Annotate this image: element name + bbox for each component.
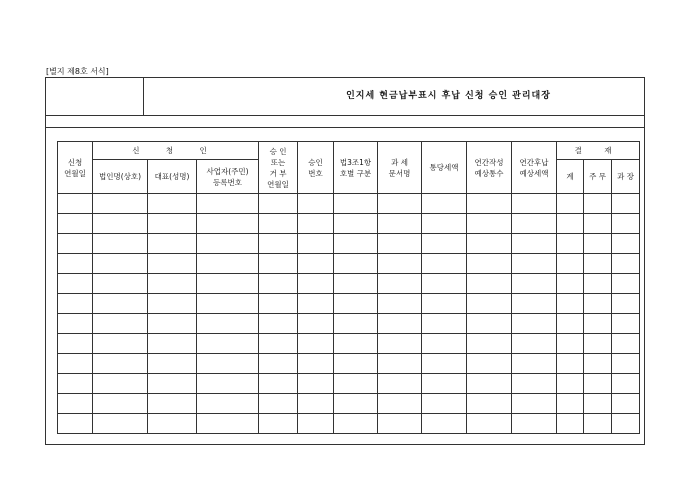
- table-cell[interactable]: [612, 234, 640, 254]
- table-row: [58, 234, 640, 254]
- table-cell[interactable]: [378, 394, 422, 414]
- table-cell[interactable]: [378, 414, 422, 434]
- header-approver-3: 과 장: [612, 160, 640, 194]
- table-cell[interactable]: [467, 234, 512, 254]
- header-application-date: 신청 연월일: [58, 142, 93, 194]
- table-cell[interactable]: [259, 414, 298, 434]
- table-cell[interactable]: [334, 374, 378, 394]
- table-cell[interactable]: [93, 234, 148, 254]
- table-cell[interactable]: [334, 394, 378, 414]
- header-representative: 대표(성명): [148, 160, 197, 194]
- table-cell[interactable]: [334, 414, 378, 434]
- header-registration-number: 사업자(주민) 등록번호: [197, 160, 259, 194]
- header-annual-tax: 연간후납 예상세액: [512, 142, 557, 194]
- table-cell[interactable]: [148, 234, 197, 254]
- table-cell[interactable]: [58, 414, 93, 434]
- table-cell[interactable]: [612, 194, 640, 214]
- table-cell[interactable]: [422, 334, 467, 354]
- table-cell[interactable]: [58, 334, 93, 354]
- table-cell[interactable]: [512, 354, 557, 374]
- table-cell[interactable]: [422, 394, 467, 414]
- table-row: [58, 254, 640, 274]
- header-approver-1: 계: [557, 160, 584, 194]
- table-cell[interactable]: [334, 314, 378, 334]
- table-cell[interactable]: [148, 314, 197, 334]
- table-cell[interactable]: [557, 214, 584, 234]
- header-document-name: 과 세 문서명: [378, 142, 422, 194]
- table-cell[interactable]: [584, 194, 612, 214]
- header-approval: 결 재: [557, 142, 640, 160]
- table-cell[interactable]: [467, 394, 512, 414]
- table-cell[interactable]: [557, 274, 584, 294]
- table-row: [58, 314, 640, 334]
- table-cell[interactable]: [93, 394, 148, 414]
- table-cell[interactable]: [584, 334, 612, 354]
- table-cell[interactable]: [148, 274, 197, 294]
- table-cell[interactable]: [422, 214, 467, 234]
- table-cell[interactable]: [197, 334, 259, 354]
- table-cell[interactable]: [512, 374, 557, 394]
- table-cell[interactable]: [58, 194, 93, 214]
- ledger-table: [57, 141, 640, 434]
- table-cell[interactable]: [378, 214, 422, 234]
- table-cell[interactable]: [422, 274, 467, 294]
- header-article-class: 법3조1항 호별 구분: [334, 142, 378, 194]
- table-cell[interactable]: [334, 234, 378, 254]
- table-cell[interactable]: [334, 294, 378, 314]
- table-cell[interactable]: [467, 214, 512, 234]
- table-cell[interactable]: [298, 294, 334, 314]
- table-cell[interactable]: [584, 354, 612, 374]
- table-cell[interactable]: [467, 314, 512, 334]
- table-cell[interactable]: [93, 194, 148, 214]
- table-cell[interactable]: [422, 314, 467, 334]
- form-title: 인지세 현금납부표시 후납 신청 승인 관리대장: [346, 91, 551, 101]
- table-cell[interactable]: [259, 254, 298, 274]
- table-row: [58, 214, 640, 234]
- table-cell[interactable]: [197, 234, 259, 254]
- table-cell[interactable]: [467, 294, 512, 314]
- table-cell[interactable]: [148, 394, 197, 414]
- table-cell[interactable]: [148, 334, 197, 354]
- table-cell[interactable]: [378, 294, 422, 314]
- table-cell[interactable]: [298, 194, 334, 214]
- title-left-cell: [46, 78, 144, 115]
- table-cell[interactable]: [334, 194, 378, 214]
- table-cell[interactable]: [197, 354, 259, 374]
- table-cell[interactable]: [58, 234, 93, 254]
- table-cell[interactable]: [557, 394, 584, 414]
- table-cell[interactable]: [298, 314, 334, 334]
- table-cell[interactable]: [298, 414, 334, 434]
- table-cell[interactable]: [557, 254, 584, 274]
- table-row: [58, 274, 640, 294]
- title-row: [46, 78, 644, 116]
- table-cell[interactable]: [298, 394, 334, 414]
- header-approval-number: 승인 번호: [298, 142, 334, 194]
- table-cell[interactable]: [378, 194, 422, 214]
- table-cell[interactable]: [612, 274, 640, 294]
- table-cell[interactable]: [148, 294, 197, 314]
- table-cell[interactable]: [58, 374, 93, 394]
- table-cell[interactable]: [557, 354, 584, 374]
- table-cell[interactable]: [467, 334, 512, 354]
- table-cell[interactable]: [584, 414, 612, 434]
- table-cell[interactable]: [612, 314, 640, 334]
- table-cell[interactable]: [58, 354, 93, 374]
- table-cell[interactable]: [259, 394, 298, 414]
- table-cell[interactable]: [148, 414, 197, 434]
- table-cell[interactable]: [148, 354, 197, 374]
- table-cell[interactable]: [148, 214, 197, 234]
- header-approval-date: 승 인 또는 거 부 연월일: [259, 142, 298, 194]
- table-cell[interactable]: [93, 314, 148, 334]
- table-cell[interactable]: [612, 414, 640, 434]
- table-cell[interactable]: [422, 254, 467, 274]
- table-row: [58, 334, 640, 354]
- table-cell[interactable]: [259, 354, 298, 374]
- table-cell[interactable]: [93, 214, 148, 234]
- table-cell[interactable]: [557, 334, 584, 354]
- table-cell[interactable]: [93, 414, 148, 434]
- table-cell[interactable]: [557, 414, 584, 434]
- table-cell[interactable]: [378, 234, 422, 254]
- ledger-form: [45, 77, 645, 445]
- table-cell[interactable]: [58, 214, 93, 234]
- table-cell[interactable]: [512, 254, 557, 274]
- table-cell[interactable]: [298, 234, 334, 254]
- table-cell[interactable]: [584, 314, 612, 334]
- table-cell[interactable]: [422, 234, 467, 254]
- table-cell[interactable]: [584, 234, 612, 254]
- spacer-row: [46, 115, 644, 128]
- header-approver-2: 주 무: [584, 160, 612, 194]
- table-cell[interactable]: [612, 254, 640, 274]
- table-cell[interactable]: [378, 354, 422, 374]
- table-cell[interactable]: [197, 374, 259, 394]
- table-cell[interactable]: [298, 254, 334, 274]
- table-cell[interactable]: [298, 354, 334, 374]
- table-cell[interactable]: [467, 414, 512, 434]
- table-cell[interactable]: [467, 194, 512, 214]
- table-cell[interactable]: [584, 394, 612, 414]
- table-cell[interactable]: [334, 334, 378, 354]
- table-cell[interactable]: [378, 334, 422, 354]
- header-annual-count: 연간작성 예상통수: [467, 142, 512, 194]
- table-cell[interactable]: [259, 314, 298, 334]
- table-row: [58, 414, 640, 434]
- table-cell[interactable]: [512, 214, 557, 234]
- table-cell[interactable]: [467, 354, 512, 374]
- table-cell[interactable]: [58, 294, 93, 314]
- table-cell[interactable]: [197, 214, 259, 234]
- table-cell[interactable]: [512, 394, 557, 414]
- table-cell[interactable]: [197, 294, 259, 314]
- table-cell[interactable]: [259, 194, 298, 214]
- table-cell[interactable]: [298, 334, 334, 354]
- table-cell[interactable]: [378, 254, 422, 274]
- table-cell[interactable]: [512, 314, 557, 334]
- table-cell[interactable]: [557, 374, 584, 394]
- table-cell[interactable]: [422, 294, 467, 314]
- table-cell[interactable]: [378, 274, 422, 294]
- table-cell[interactable]: [334, 254, 378, 274]
- table-row: [58, 354, 640, 374]
- table-cell[interactable]: [557, 294, 584, 314]
- table-cell[interactable]: [93, 374, 148, 394]
- table-cell[interactable]: [584, 374, 612, 394]
- table-cell[interactable]: [584, 274, 612, 294]
- table-cell[interactable]: [378, 314, 422, 334]
- form-number-label: [별지 제8호 서식]: [46, 67, 109, 76]
- table-cell[interactable]: [422, 374, 467, 394]
- table-cell[interactable]: [512, 274, 557, 294]
- table-cell[interactable]: [93, 254, 148, 274]
- table-cell[interactable]: [467, 254, 512, 274]
- ledger-body: [58, 194, 640, 434]
- table-cell[interactable]: [259, 334, 298, 354]
- table-cell[interactable]: [58, 394, 93, 414]
- table-cell[interactable]: [197, 414, 259, 434]
- table-cell[interactable]: [259, 214, 298, 234]
- table-cell[interactable]: [197, 254, 259, 274]
- table-cell[interactable]: [612, 334, 640, 354]
- table-cell[interactable]: [612, 394, 640, 414]
- table-cell[interactable]: [148, 194, 197, 214]
- table-cell[interactable]: [197, 274, 259, 294]
- table-cell[interactable]: [197, 194, 259, 214]
- table-cell[interactable]: [378, 374, 422, 394]
- table-cell[interactable]: [334, 214, 378, 234]
- table-cell[interactable]: [93, 274, 148, 294]
- table-cell[interactable]: [512, 194, 557, 214]
- header-unit-tax: 통당세액: [422, 142, 467, 194]
- table-cell[interactable]: [512, 294, 557, 314]
- header-corp-name: 법인명(상호): [93, 160, 148, 194]
- table-cell[interactable]: [298, 374, 334, 394]
- table-cell[interactable]: [259, 374, 298, 394]
- table-cell[interactable]: [557, 314, 584, 334]
- table-cell[interactable]: [298, 214, 334, 234]
- table-cell[interactable]: [467, 274, 512, 294]
- table-cell[interactable]: [512, 334, 557, 354]
- table-cell[interactable]: [298, 274, 334, 294]
- table-cell[interactable]: [467, 374, 512, 394]
- table-row: [58, 194, 640, 214]
- table-cell[interactable]: [612, 374, 640, 394]
- table-cell[interactable]: [334, 274, 378, 294]
- table-cell[interactable]: [612, 214, 640, 234]
- table-cell[interactable]: [58, 274, 93, 294]
- table-cell[interactable]: [422, 194, 467, 214]
- table-cell[interactable]: [612, 354, 640, 374]
- table-cell[interactable]: [58, 314, 93, 334]
- table-cell[interactable]: [93, 294, 148, 314]
- table-cell[interactable]: [557, 194, 584, 214]
- table-cell[interactable]: [612, 294, 640, 314]
- table-cell[interactable]: [512, 414, 557, 434]
- table-cell[interactable]: [148, 254, 197, 274]
- table-cell[interactable]: [93, 354, 148, 374]
- table-cell[interactable]: [93, 334, 148, 354]
- table-row: [58, 374, 640, 394]
- table-cell[interactable]: [584, 214, 612, 234]
- table-cell[interactable]: [512, 234, 557, 254]
- table-row: [58, 394, 640, 414]
- table-cell[interactable]: [58, 254, 93, 274]
- table-cell[interactable]: [197, 314, 259, 334]
- table-cell[interactable]: [334, 354, 378, 374]
- table-cell[interactable]: [259, 274, 298, 294]
- table-cell[interactable]: [584, 254, 612, 274]
- table-cell[interactable]: [148, 374, 197, 394]
- table-cell[interactable]: [197, 394, 259, 414]
- table-cell[interactable]: [259, 234, 298, 254]
- header-applicant: 신 청 인: [93, 142, 259, 160]
- table-cell[interactable]: [584, 294, 612, 314]
- table-cell[interactable]: [422, 414, 467, 434]
- table-cell[interactable]: [422, 354, 467, 374]
- table-cell[interactable]: [557, 234, 584, 254]
- table-cell[interactable]: [259, 294, 298, 314]
- table-row: [58, 294, 640, 314]
